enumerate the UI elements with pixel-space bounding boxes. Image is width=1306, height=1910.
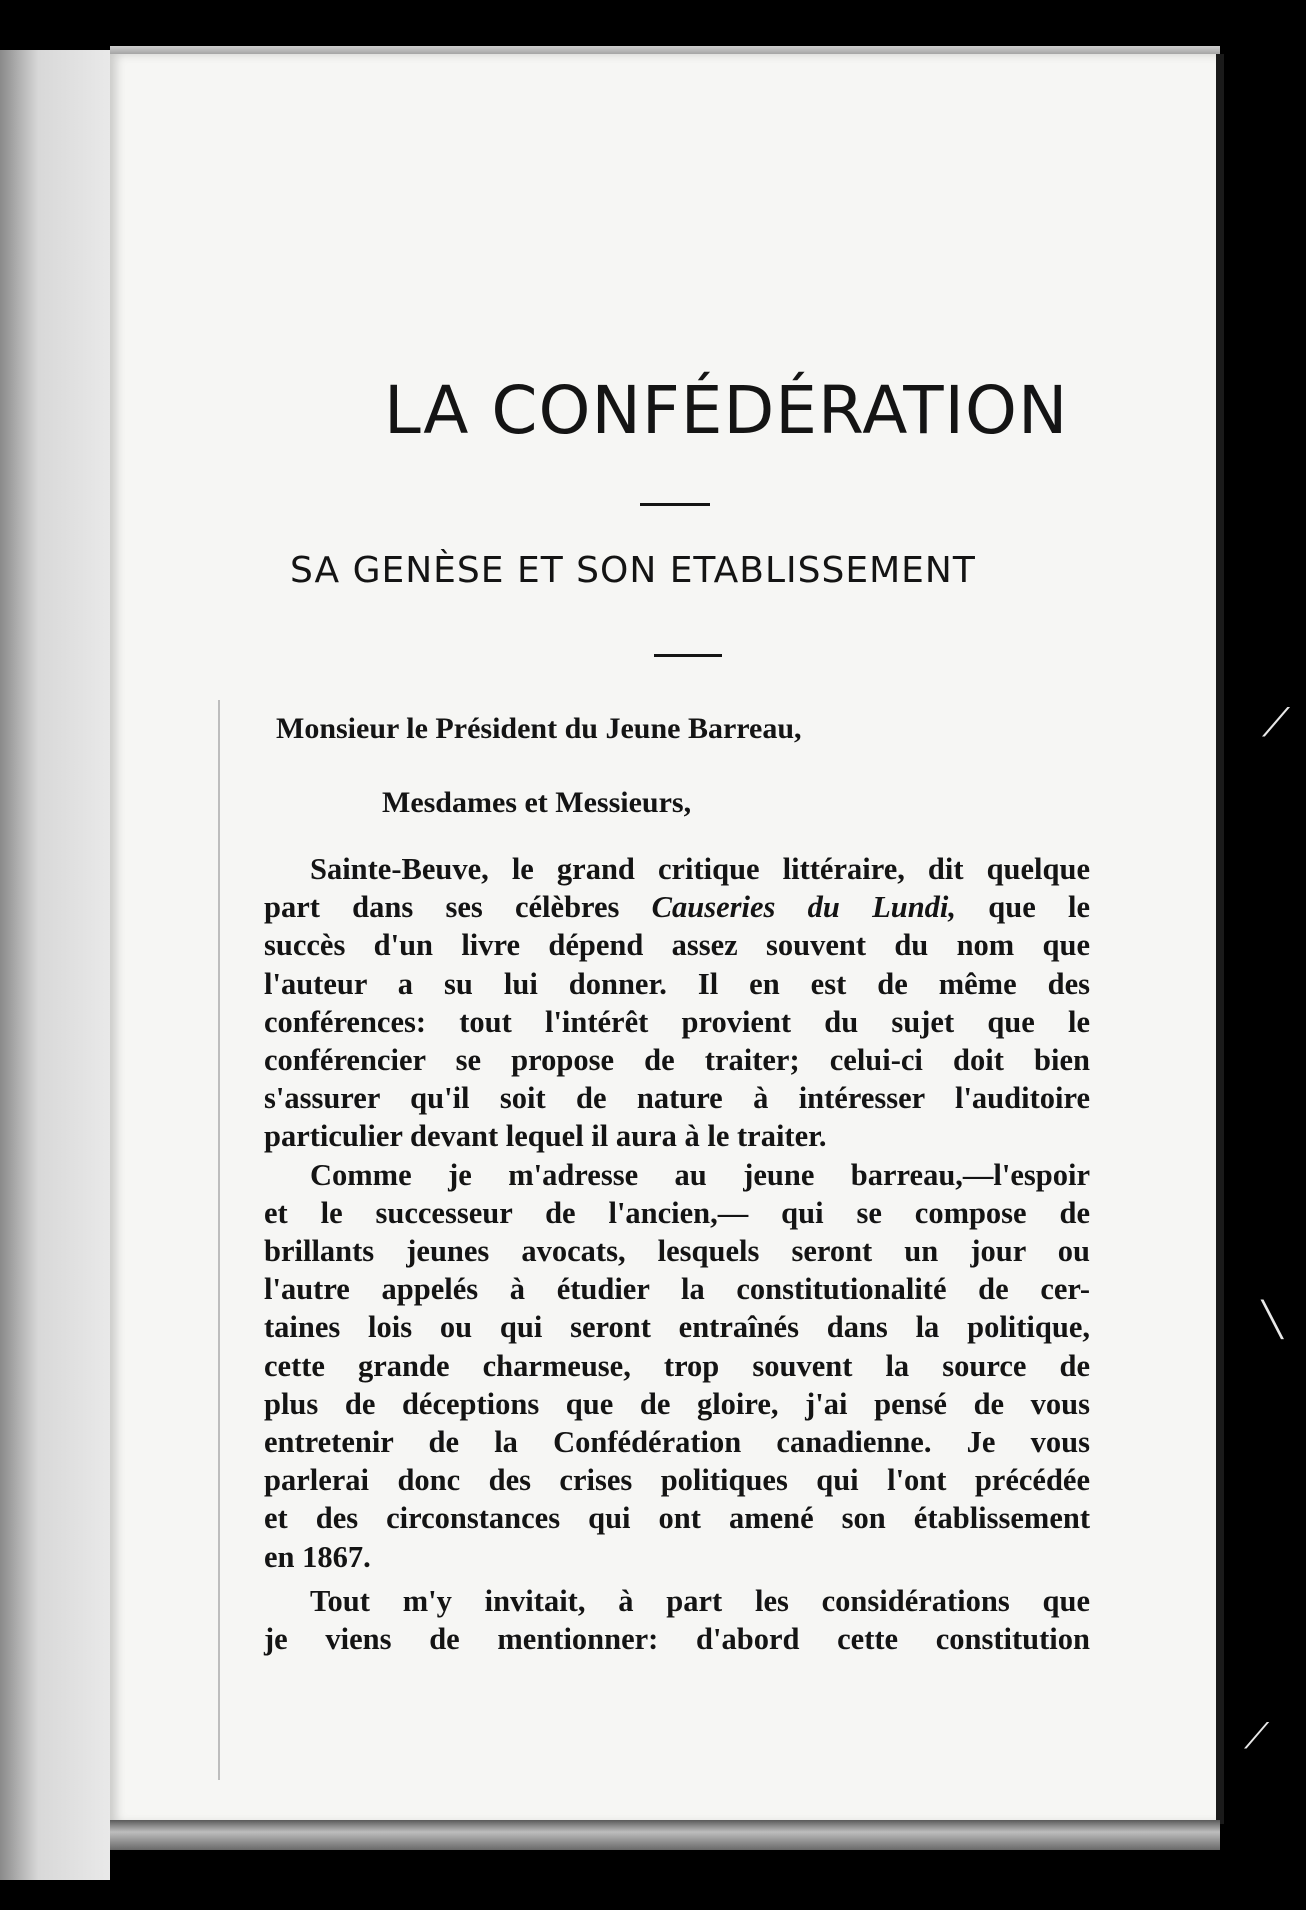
subtitle-divider	[654, 654, 722, 657]
scan-speck-icon: ⟋	[1262, 700, 1290, 746]
salutation-president: Monsieur le Président du Jeune Barreau,	[276, 712, 802, 745]
text-line: Comme je m'adresse au jeune barreau,—l'espoir	[310, 1157, 1090, 1192]
text-line: conférencier se propose de traiter; celui-ci doit bien	[264, 1043, 1090, 1078]
text-run: part dans ses célèbres	[264, 890, 620, 925]
text-line: je viens de mentionner: d'abord cette constitution	[264, 1622, 1090, 1657]
text-line: s'assurer qu'il soit de nature à intéresser l'auditoire	[264, 1081, 1090, 1116]
text-line: conférences: tout l'intérêt provient du sujet que le	[264, 1004, 1090, 1039]
facing-page-edge	[0, 50, 110, 1880]
body-text	[264, 850, 1090, 1658]
scan-speck-icon: ⟋	[1244, 1716, 1270, 1757]
text-line: entretenir de la Confédération canadienne. Je vous	[264, 1425, 1090, 1460]
text-line: et des circonstances qui ont amené son établissement	[264, 1501, 1090, 1536]
page-subtitle: SA GENÈSE ET SON ETABLISSEMENT	[290, 550, 976, 591]
text-line: cette grande charmeuse, trop souvent la source de	[264, 1348, 1090, 1383]
text-line: en 1867.	[264, 1539, 371, 1574]
text-line: l'auteur a su lui donner. Il en est de même des	[264, 966, 1090, 1001]
italic-title: Causeries du Lundi,	[651, 890, 957, 925]
text-line: particulier devant lequel il aura à le traiter.	[264, 1119, 827, 1154]
text-line: Tout m'y invitait, à part les considérations que	[310, 1583, 1090, 1618]
text-line-with-italic	[264, 888, 1090, 926]
text-line: brillants jeunes avocats, lesquels seront un jour ou	[264, 1234, 1090, 1269]
text-line: parlerai donc des crises politiques qui l'ont précédée	[264, 1463, 1090, 1498]
gutter-line	[218, 700, 220, 1780]
text-line: succès d'un livre dépend assez souvent du nom que	[264, 928, 1090, 963]
salutation-audience: Mesdames et Messieurs,	[382, 786, 692, 819]
page-title: LA CONFÉDÉRATION	[384, 372, 1069, 449]
text-line: taines lois ou qui seront entraînés dans la politique,	[264, 1310, 1090, 1345]
title-divider	[640, 503, 710, 506]
page-right-border	[1216, 54, 1224, 1824]
text-line: l'autre appelés à étudier la constitutionalité de cer-	[264, 1272, 1090, 1307]
scan-speck-icon: ╲	[1262, 1300, 1283, 1340]
text-line: plus de déceptions que de gloire, j'ai pensé de vous	[264, 1386, 1090, 1421]
text-line: Sainte-Beuve, le grand critique littéraire, dit quelque	[310, 852, 1090, 886]
text-run: que le	[988, 890, 1090, 925]
page-bottom-edge	[110, 1820, 1220, 1850]
text-line: et le successeur de l'ancien,— qui se compose de	[264, 1195, 1090, 1230]
